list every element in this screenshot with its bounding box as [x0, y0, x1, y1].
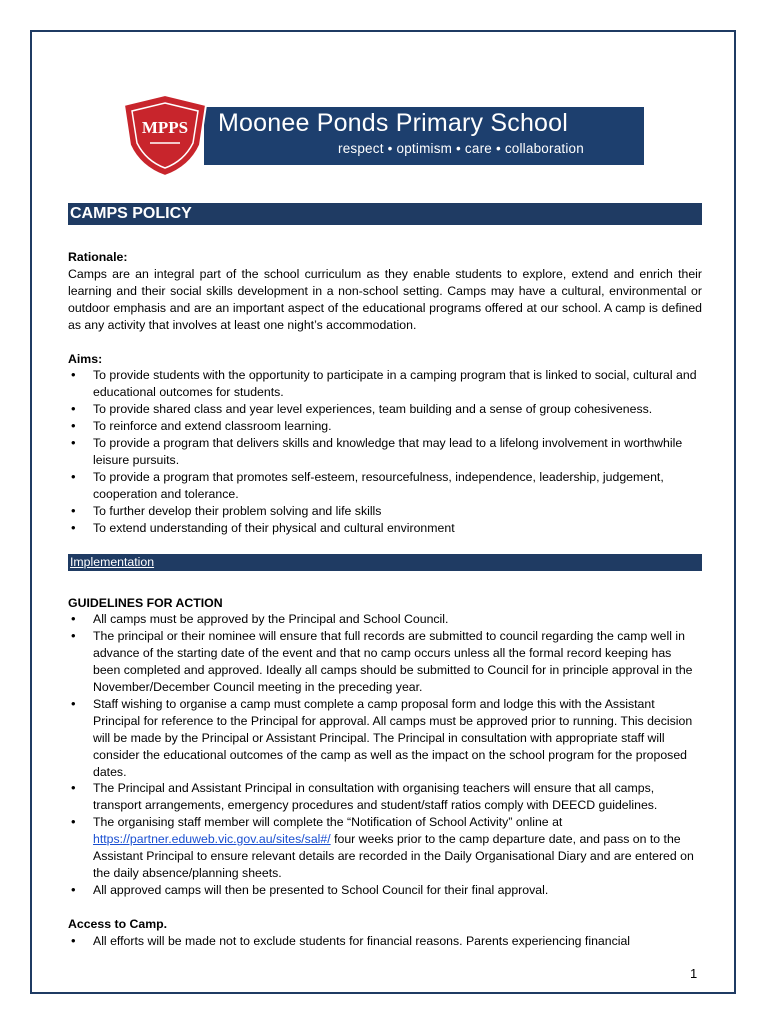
- list-item: • All efforts will be made not to exclude students for financial reasons. Parents experiencing financial: [68, 933, 702, 950]
- list-item: • All camps must be approved by the Principal and School Council.: [68, 611, 702, 628]
- implementation-heading-text: Implementation: [70, 554, 155, 569]
- list-item: • Staff wishing to organise a camp must complete a camp proposal form and lodge this with the Assistant Principal for reference to the Principal for approval. All camps must be approved prior to running. This decision will be made by the Principal or Assistant Principal. The Principal in consultation with appropriate staff will consider the educational outcomes of the camp as well as the impact on the school program for the proposed dates.: [68, 696, 702, 781]
- list-item: • To reinforce and extend classroom learning.: [68, 418, 702, 435]
- list-item: • To further develop their problem solving and life skills: [68, 503, 702, 520]
- notification-text-after: four weeks prior to the camp departure date, and pass on to the Assistant Principal to ensure relevant details are recorded in the Daily Organisational Diary and are entered on the daily absence/planning sheets.: [93, 832, 694, 880]
- crest-text: MPPS: [141, 118, 189, 137]
- aims-heading: Aims:: [68, 351, 103, 366]
- list-item: • To provide a program that delivers skills and knowledge that may lead to a lifelong involvement in worthwhile leisure pursuits.: [68, 435, 702, 469]
- rationale-text: Camps are an integral part of the school curriculum as they enable students to explore, extend and enrich their learning and their social skills development in a non-school setting. Camps may have a cultural, environmental or outdoor emphasis and are an important aspect of the educational programs offered at our school. A camp is defined as any activity that involves at least one night’s accommodation.: [68, 266, 702, 332]
- list-item: • To extend understanding of their physical and cultural environment: [68, 520, 702, 537]
- list-item: • The principal or their nominee will ensure that full records are submitted to council regarding the camp well in advance of the starting date of the event and that no camp occurs unless all the formal record keeping has been completed and approved. Ideally all camps should be submitted to Council for in principle approval in the November/December Council meeting in the preceding year.: [68, 628, 702, 696]
- notification-link[interactable]: https://partner.eduweb.vic.gov.au/sites/sal#/: [93, 832, 331, 847]
- guidelines-heading: GUIDELINES FOR ACTION: [68, 595, 223, 610]
- school-crest-icon: [120, 93, 210, 178]
- policy-content: [68, 203, 702, 950]
- page-number: 1: [690, 966, 698, 981]
- school-tagline: respect • optimism • care • collaboration: [338, 141, 584, 156]
- aims-list: [68, 367, 702, 536]
- notification-text-before: The organising staff member will complete the “Notification of School Activity” online at: [93, 815, 563, 830]
- rationale-heading: Rationale:: [68, 250, 128, 264]
- page-title: CAMPS POLICY: [68, 203, 702, 225]
- access-list: [68, 933, 702, 950]
- list-item: • To provide students with the opportunity to participate in a camping program that is linked to social, cultural and educational outcomes for students.: [68, 367, 702, 401]
- guidelines-list: [68, 611, 702, 898]
- school-name: Moonee Ponds Primary School: [218, 109, 569, 137]
- list-item-notification: [68, 814, 702, 882]
- implementation-heading: [68, 554, 702, 571]
- school-logo: [120, 93, 644, 178]
- list-item: • All approved camps will then be presented to School Council for their final approval.: [68, 882, 702, 899]
- list-item: • To provide a program that promotes self-esteem, resourcefulness, independence, leadership, judgement, cooperation and tolerance.: [68, 469, 702, 503]
- list-item: • To provide shared class and year level experiences, team building and a sense of group cohesiveness.: [68, 401, 702, 418]
- access-heading: Access to Camp.: [68, 916, 168, 931]
- list-item: • The Principal and Assistant Principal in consultation with organising teachers will ensure that all camps, transport arrangements, emergency procedures and student/staff ratios comply with DEECD guidelines.: [68, 780, 702, 814]
